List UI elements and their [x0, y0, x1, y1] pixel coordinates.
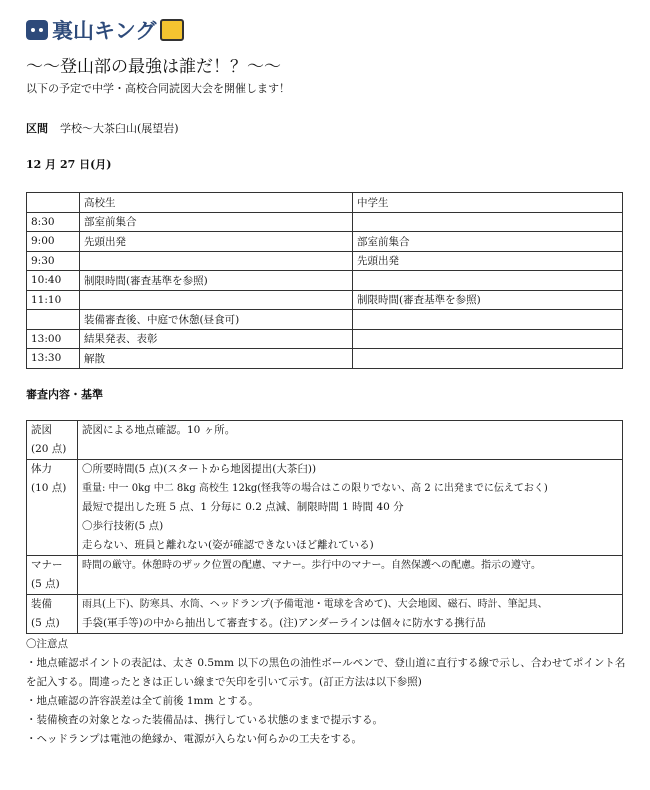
junior-high-cell: 部室前集合: [353, 232, 623, 252]
section-label: 区間: [26, 122, 48, 135]
criteria-table: [26, 420, 623, 634]
table-row: [27, 290, 623, 310]
junior-high-cell: [353, 349, 623, 369]
time-cell: 9:30: [27, 251, 80, 271]
schedule-table: [26, 192, 623, 369]
notes-heading: 〇注意点: [26, 638, 68, 650]
criteria-row: [27, 595, 623, 634]
criteria-line: [82, 440, 618, 459]
junior-high-cell: [353, 271, 623, 291]
criteria-key: [27, 460, 78, 556]
table-row: [27, 329, 623, 349]
table-row: [27, 271, 623, 291]
criteria-name: 体力: [31, 463, 52, 475]
criteria-name: マナー: [31, 559, 63, 571]
high-school-cell: 結果発表、表彰: [80, 329, 353, 349]
criteria-name: 装備: [31, 598, 52, 610]
criteria-line: 手袋(軍手等)の中から抽出して審査する。(注)アンダーラインは個々に防水する携行品: [82, 617, 486, 629]
criteria-line: 〇所要時間(5 点)(スタートから地図提出(大茶臼)): [82, 463, 317, 475]
time-cell: 8:30: [27, 212, 80, 232]
time-cell: 9:00: [27, 232, 80, 252]
time-cell: 10:40: [27, 271, 80, 291]
junior-high-cell: 先頭出発: [353, 251, 623, 271]
table-row: [27, 232, 623, 252]
criteria-desc: [78, 460, 623, 556]
junior-high-cell: [353, 329, 623, 349]
criteria-line: 雨具(上下)、防寒具、水筒、ヘッドランプ(予備電池・電球を含めて)、大会地図、磁石、時計、筆記具、: [82, 599, 548, 610]
high-school-cell: 部室前集合: [80, 212, 353, 232]
table-header-row: [27, 193, 623, 213]
criteria-line: 走らない、班員と離れない(姿が確認できないほど離れている): [82, 539, 374, 551]
section-line: [26, 120, 179, 136]
criteria-row: [27, 556, 623, 595]
table-header-cell: 中学生: [353, 193, 623, 213]
table-header-cell: [27, 193, 80, 213]
table-header-cell: 高校生: [80, 193, 353, 213]
intro-text: 以下の予定で中学・高校合同読図大会を開催します！: [26, 82, 290, 95]
criteria-points: (5 点): [31, 617, 60, 629]
criteria-points: (20 点): [31, 443, 67, 455]
criteria-desc: [78, 595, 623, 634]
time-cell: 13:30: [27, 349, 80, 369]
cat-icon: [26, 20, 48, 40]
junior-high-cell: [353, 310, 623, 330]
logo-text: 裏山キング: [52, 19, 157, 43]
criteria-row: [27, 421, 623, 460]
logo: [26, 16, 184, 44]
criteria-desc: [78, 421, 623, 460]
criteria-line: [82, 575, 618, 594]
criteria-key: [27, 595, 78, 634]
criteria-line: 時間の厳守。休憩時のザック位置の配慮、マナー。歩行中のマナー。自然保護への配慮。指示の遵守。: [82, 560, 541, 571]
table-row: [27, 251, 623, 271]
high-school-cell: 制限時間(審査基準を参照): [80, 271, 353, 291]
criteria-desc: [78, 556, 623, 595]
criteria-key: [27, 421, 78, 460]
event-date: 12 月 27 日(月): [26, 158, 112, 171]
high-school-cell: [80, 251, 353, 271]
time-cell: 11:10: [27, 290, 80, 310]
note-item: ・地点確認ポイントの表記は、太さ 0.5mm 以下の黒色の油性ボールペンで、登山道に直行する線で示し、合わせてポイント名を記入する。間違ったときは正しい線まで矢印を引いて示す。(訂正方法は以下参照): [26, 657, 626, 688]
section-value: 学校〜大茶臼山(展望岩): [60, 122, 179, 135]
high-school-cell: [80, 290, 353, 310]
notes: [26, 635, 626, 749]
junior-high-cell: 制限時間(審査基準を参照): [353, 290, 623, 310]
table-row: [27, 349, 623, 369]
criteria-row: [27, 460, 623, 556]
criteria-points: (10 点): [31, 482, 67, 494]
junior-high-cell: [353, 212, 623, 232]
note-item: ・地点確認の許容誤差は全て前後 1mm とする。: [26, 695, 259, 707]
time-cell: [27, 310, 80, 330]
high-school-cell: 装備審査後、中庭で休憩(昼食可): [80, 310, 353, 330]
criteria-key: [27, 556, 78, 595]
table-row: [27, 310, 623, 330]
criteria-line: 〇歩行技術(5 点): [82, 520, 164, 532]
criteria-name: 読図: [31, 424, 52, 436]
high-school-cell: 解散: [80, 349, 353, 369]
criteria-line: 重量: 中一 0kg 中二 8kg 高校生 12kg(怪我等の場合はこの限りでない、高 2 に出発までに伝えておく): [82, 483, 548, 494]
note-item: ・装備検査の対象となった装備品は、携行している状態のままで提示する。: [26, 714, 383, 726]
criteria-line: 最短で提出した班 5 点、1 分毎に 0.2 点減、制限時間 1 時間 40 分: [82, 501, 404, 513]
high-school-cell: 先頭出発: [80, 232, 353, 252]
crown-icon: [160, 19, 184, 41]
page-title: 〜〜登山部の最強は誰だ！？〜〜: [26, 57, 281, 77]
criteria-line: 読図による地点確認。10 ヶ所。: [82, 424, 236, 436]
note-item: ・ヘッドランプは電池の絶縁か、電源が入らない何らかの工夫をする。: [26, 733, 362, 745]
time-cell: 13:00: [27, 329, 80, 349]
criteria-points: (5 点): [31, 578, 60, 590]
table-row: [27, 212, 623, 232]
criteria-heading: 審査内容・基準: [26, 388, 103, 401]
